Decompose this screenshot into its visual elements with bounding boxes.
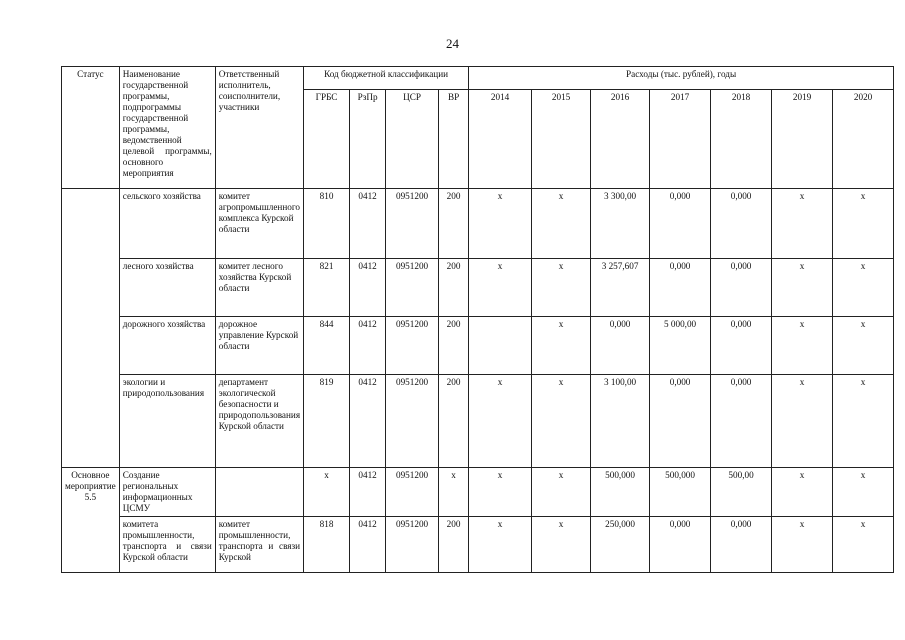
row-value: 0,000 xyxy=(650,375,711,468)
row-value: 0,000 xyxy=(711,375,772,468)
row-vr: 200 xyxy=(439,517,469,573)
row-name: сельского хозяйства xyxy=(119,189,215,259)
table-row xyxy=(62,375,894,468)
table-row xyxy=(62,317,894,375)
row-value: x xyxy=(469,468,532,517)
row-value xyxy=(469,317,532,375)
row-value: 0,000 xyxy=(650,517,711,573)
row-rzpr: 0412 xyxy=(350,517,386,573)
header-year: 2018 xyxy=(711,90,772,189)
header-row-1 xyxy=(62,67,894,90)
row-value: 0,000 xyxy=(711,517,772,573)
header-year: 2016 xyxy=(591,90,650,189)
row-value: x xyxy=(469,517,532,573)
row-vr: 200 xyxy=(439,189,469,259)
row-name: экологии и природопользования xyxy=(119,375,215,468)
row-grbs: 818 xyxy=(304,517,350,573)
header-status: Статус xyxy=(62,67,120,189)
row-grbs: 819 xyxy=(304,375,350,468)
row-value: x xyxy=(532,317,591,375)
row-value: x xyxy=(532,517,591,573)
row-rzpr: 0412 xyxy=(350,468,386,517)
page-number: 24 xyxy=(446,36,459,51)
row-csr: 0951200 xyxy=(386,468,439,517)
row-value: x xyxy=(469,189,532,259)
row-status: Основное мероприятие 5.5 xyxy=(62,468,120,573)
row-vr: 200 xyxy=(439,317,469,375)
row-value: 0,000 xyxy=(711,317,772,375)
row-value: x xyxy=(772,375,833,468)
table-row xyxy=(62,259,894,317)
header-rzpr: РзПр xyxy=(350,90,386,189)
row-value: x xyxy=(772,317,833,375)
row-grbs: x xyxy=(304,468,350,517)
row-status xyxy=(62,189,120,468)
header-budget-code: Код бюджетной классификации xyxy=(304,67,469,90)
row-value: x xyxy=(833,517,894,573)
row-value: x xyxy=(532,468,591,517)
row-csr: 0951200 xyxy=(386,317,439,375)
row-value: x xyxy=(833,259,894,317)
row-value: 0,000 xyxy=(591,317,650,375)
row-csr: 0951200 xyxy=(386,375,439,468)
header-name: Наименование государственной программы, подпрограммы государственной программы, ведомственной целевой программы, основного мероприятия xyxy=(119,67,215,189)
header-year: 2020 xyxy=(833,90,894,189)
row-responsible: департамент экологической безопасности и природопользования Курской области xyxy=(215,375,303,468)
row-value: 0,000 xyxy=(711,189,772,259)
table-row xyxy=(62,517,894,573)
row-vr: 200 xyxy=(439,259,469,317)
header-year: 2017 xyxy=(650,90,711,189)
row-responsible: комитет промышленности, транспорта и связи Курской xyxy=(215,517,303,573)
header-grbs: ГРБС xyxy=(304,90,350,189)
row-value: 3 257,607 xyxy=(591,259,650,317)
row-csr: 0951200 xyxy=(386,517,439,573)
row-value: 5 000,00 xyxy=(650,317,711,375)
row-grbs: 844 xyxy=(304,317,350,375)
row-value: x xyxy=(772,259,833,317)
row-value: 500,000 xyxy=(591,468,650,517)
header-vr: ВР xyxy=(439,90,469,189)
row-value: x xyxy=(833,375,894,468)
row-rzpr: 0412 xyxy=(350,259,386,317)
row-name: Создание региональных информационных ЦСМУ xyxy=(119,468,215,517)
row-value: 500,00 xyxy=(711,468,772,517)
row-value: 0,000 xyxy=(650,259,711,317)
row-responsible xyxy=(215,468,303,517)
row-value: x xyxy=(772,189,833,259)
row-grbs: 810 xyxy=(304,189,350,259)
header-csr: ЦСР xyxy=(386,90,439,189)
row-rzpr: 0412 xyxy=(350,317,386,375)
row-value: x xyxy=(532,259,591,317)
budget-table xyxy=(61,66,894,573)
header-year: 2019 xyxy=(772,90,833,189)
row-name: комитета промышленности, транспорта и связи Курской области xyxy=(119,517,215,573)
row-grbs: 821 xyxy=(304,259,350,317)
row-name: лесного хозяйства xyxy=(119,259,215,317)
row-name: дорожного хозяйства xyxy=(119,317,215,375)
header-responsible: Ответственный исполнитель, соисполнители, участники xyxy=(215,67,303,189)
row-value: 0,000 xyxy=(711,259,772,317)
row-csr: 0951200 xyxy=(386,189,439,259)
row-value: x xyxy=(833,189,894,259)
table-row xyxy=(62,189,894,259)
row-value: x xyxy=(833,468,894,517)
header-expenses: Расходы (тыс. рублей), годы xyxy=(469,67,894,90)
row-value: 500,000 xyxy=(650,468,711,517)
row-vr: x xyxy=(439,468,469,517)
row-responsible: комитет агропромышленного комплекса Курской области xyxy=(215,189,303,259)
row-responsible: комитет лесного хозяйства Курской области xyxy=(215,259,303,317)
row-rzpr: 0412 xyxy=(350,189,386,259)
row-value: 3 100,00 xyxy=(591,375,650,468)
header-year: 2014 xyxy=(469,90,532,189)
row-value: x xyxy=(469,259,532,317)
row-csr: 0951200 xyxy=(386,259,439,317)
row-value: 0,000 xyxy=(650,189,711,259)
table-row xyxy=(62,468,894,517)
row-value: x xyxy=(532,189,591,259)
row-value: x xyxy=(772,517,833,573)
header-year: 2015 xyxy=(532,90,591,189)
row-value: x xyxy=(469,375,532,468)
row-responsible: дорожное управление Курской области xyxy=(215,317,303,375)
row-value: 3 300,00 xyxy=(591,189,650,259)
row-rzpr: 0412 xyxy=(350,375,386,468)
row-value: x xyxy=(833,317,894,375)
row-value: x xyxy=(772,468,833,517)
row-value: x xyxy=(532,375,591,468)
row-vr: 200 xyxy=(439,375,469,468)
row-value: 250,000 xyxy=(591,517,650,573)
